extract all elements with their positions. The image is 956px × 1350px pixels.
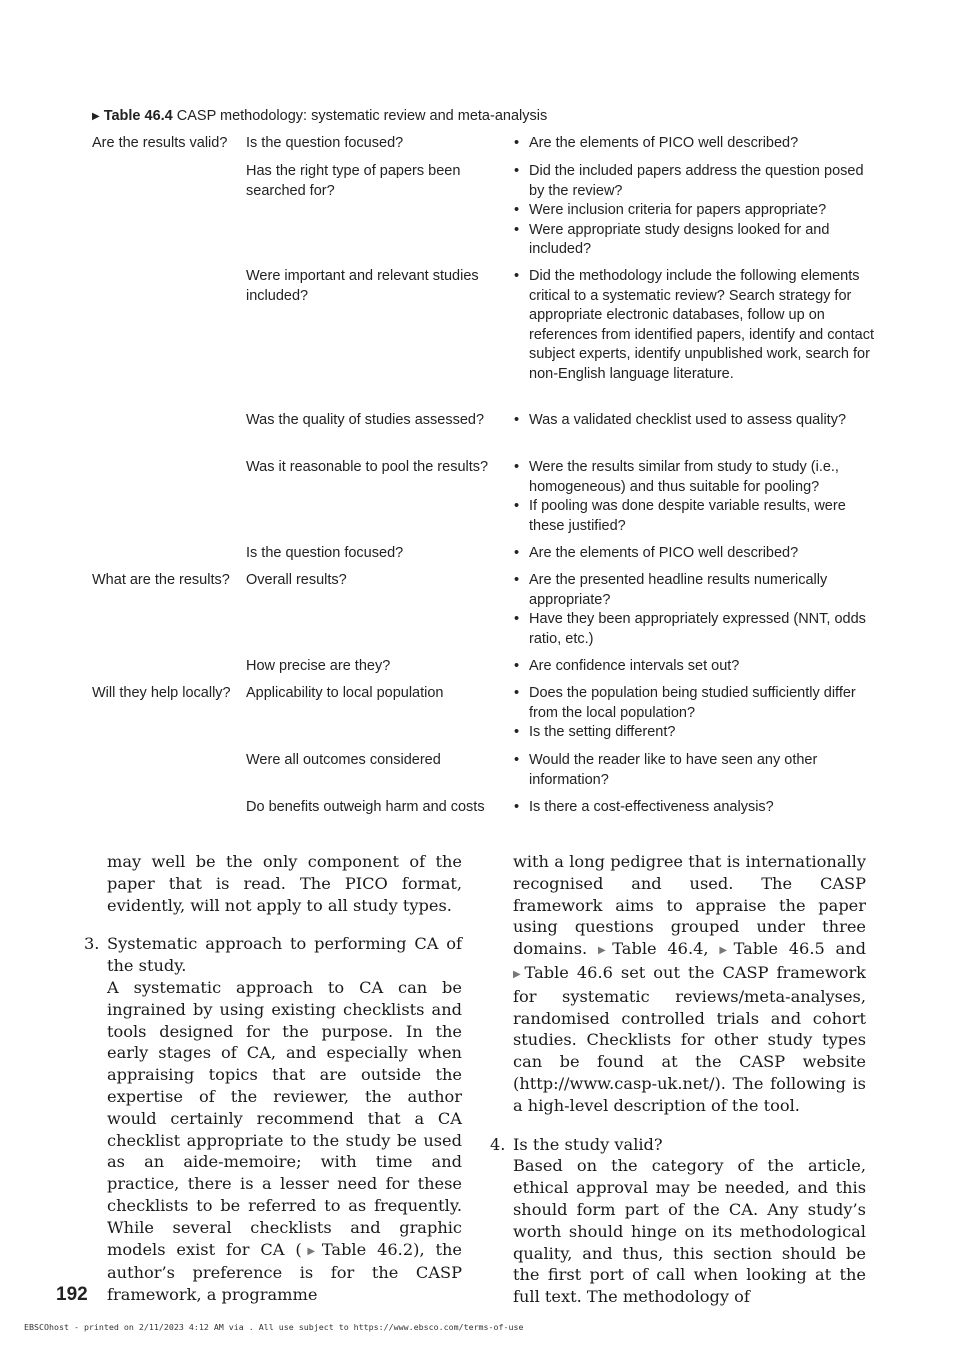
row-bullet: • Were the results similar from study to study (i.e., homogeneous) and thus suitable for pooling?	[514, 458, 882, 497]
list-number: 4.	[490, 1134, 506, 1154]
row-bullet: • If pooling was done despite variable results, were these justified?	[514, 497, 882, 536]
table-ref-arrow-icon: ▶	[301, 1245, 321, 1257]
table-ref: Table 46.2	[321, 1239, 414, 1259]
caption-arrow-icon: ▶	[92, 111, 100, 122]
table-title: CASP methodology: systematic review and meta-analysis	[176, 108, 548, 124]
paragraph-casp: with a long pedigree that is internationally recognised and used. The CASP framework aims to appraise the paper using questions grouped under three domains. ▶Table 46.4, ▶Table 46.5 and ▶Table 46.6 set out the CASP framework for systematic reviews/meta-analyses, randomised controlled trials and cohort studies. Checklists for other study types can be found at the CASP website (http://www.casp-uk.net/). The following is a high-level description of the tool.	[513, 852, 866, 1115]
table-ref-arrow-icon: ▶	[513, 968, 524, 980]
list-number: 3.	[84, 934, 100, 954]
footer-note: EBSCOhost - printed on 2/11/2023 4:12 AM via . All use subject to https://www.ebsco.com/terms-of-use	[24, 1322, 524, 1332]
row-bullet: • Are the presented headline results numerically appropriate?	[514, 571, 882, 610]
row-question: Were important and relevant studies included?	[246, 268, 479, 304]
list-item-4	[488, 1134, 866, 1308]
row-domain: Will they help locally?	[92, 685, 231, 701]
row-question: Applicability to local population	[246, 685, 444, 701]
casp-table	[92, 106, 882, 815]
row-question: Was the quality of studies assessed?	[246, 412, 485, 428]
row-bullet: • Were appropriate study designs looked for and included?	[514, 221, 882, 260]
body-column-left	[82, 851, 462, 1306]
row-question: Is the question focused?	[246, 135, 404, 151]
table-caption	[92, 106, 882, 127]
row-question: How precise are they?	[246, 658, 391, 674]
row-bullet: • Are the elements of PICO well described?	[514, 134, 882, 154]
row-question: Were all outcomes considered	[246, 752, 441, 768]
row-bullet: • Are confidence intervals set out?	[514, 657, 882, 677]
list-item-3	[82, 933, 462, 1306]
row-bullet: • Was a validated checklist used to assess quality?	[514, 411, 882, 431]
list-item-title: Systematic approach to performing CA of the study.	[107, 934, 462, 976]
table-number: Table 46.4	[103, 108, 173, 124]
row-question: Was it reasonable to pool the results?	[246, 459, 489, 475]
list-item-text: Based on the category of the article, ethical approval may be needed, and this should form part of the CA. Any study’s worth should hinge on its methodological quality, and thus, this section should be the first port of call when looking at the full text. The methodology of	[513, 1156, 866, 1307]
row-bullet: • Did the methodology include the following elements critical to a systematic review? Search strategy for appropriate electronic databases, follow up on references from identified papers, identify and contact subject experts, identify unpublished work, search for non-English language literature.	[514, 267, 882, 384]
row-bullet: • Were inclusion criteria for papers appropriate?	[514, 201, 882, 221]
row-question: Do benefits outweigh harm and costs	[246, 799, 485, 815]
paragraph-continuation: may well be the only component of the paper that is read. The PICO format, evidently, will not apply to all study types.	[107, 852, 462, 915]
row-bullet: • Have they been appropriately expressed (NNT, odds ratio, etc.)	[514, 610, 882, 649]
row-domain: Are the results valid?	[92, 135, 228, 151]
body-column-right	[488, 851, 866, 1308]
table-ref: Table 46.5	[733, 939, 825, 959]
row-question: Is the question focused?	[246, 545, 404, 561]
row-bullet: • Did the included papers address the question posed by the review?	[514, 162, 882, 201]
table-ref-arrow-icon: ▶	[597, 945, 612, 957]
list-item-text: A systematic approach to CA can be ingrained by using existing checklists and tools designed for the purpose. In the early stages of CA, and especially when appraising topics that are outside the expertise of the reviewer, the author would certainly recommend that a CA checklist appropriate to the study be used as an aide-memoire; with time and practice, there is a lesser need for these checklists to be referred to as frequently. While several checklists and graphic models exist for CA (▶Table 46.2), the author’s preference is for the CASP framework, a programme	[107, 977, 462, 1305]
table-ref: Table 46.6	[524, 962, 613, 982]
row-question: Has the right type of papers been searched for?	[246, 163, 461, 199]
row-bullet: • Are the elements of PICO well described?	[514, 544, 882, 564]
row-bullet: • Does the population being studied sufficiently differ from the local population?	[514, 684, 882, 723]
row-bullet: • Would the reader like to have seen any other information?	[514, 751, 882, 790]
table-ref-arrow-icon: ▶	[719, 945, 733, 957]
page-number: 192	[56, 1284, 88, 1305]
row-domain: What are the results?	[92, 572, 230, 588]
row-question: Overall results?	[246, 572, 347, 588]
row-bullet: • Is the setting different?	[514, 723, 882, 743]
table-ref: Table 46.4	[612, 939, 704, 959]
row-bullet: • Is there a cost-effectiveness analysis?	[514, 798, 882, 818]
list-item-title: Is the study valid?	[513, 1134, 663, 1154]
